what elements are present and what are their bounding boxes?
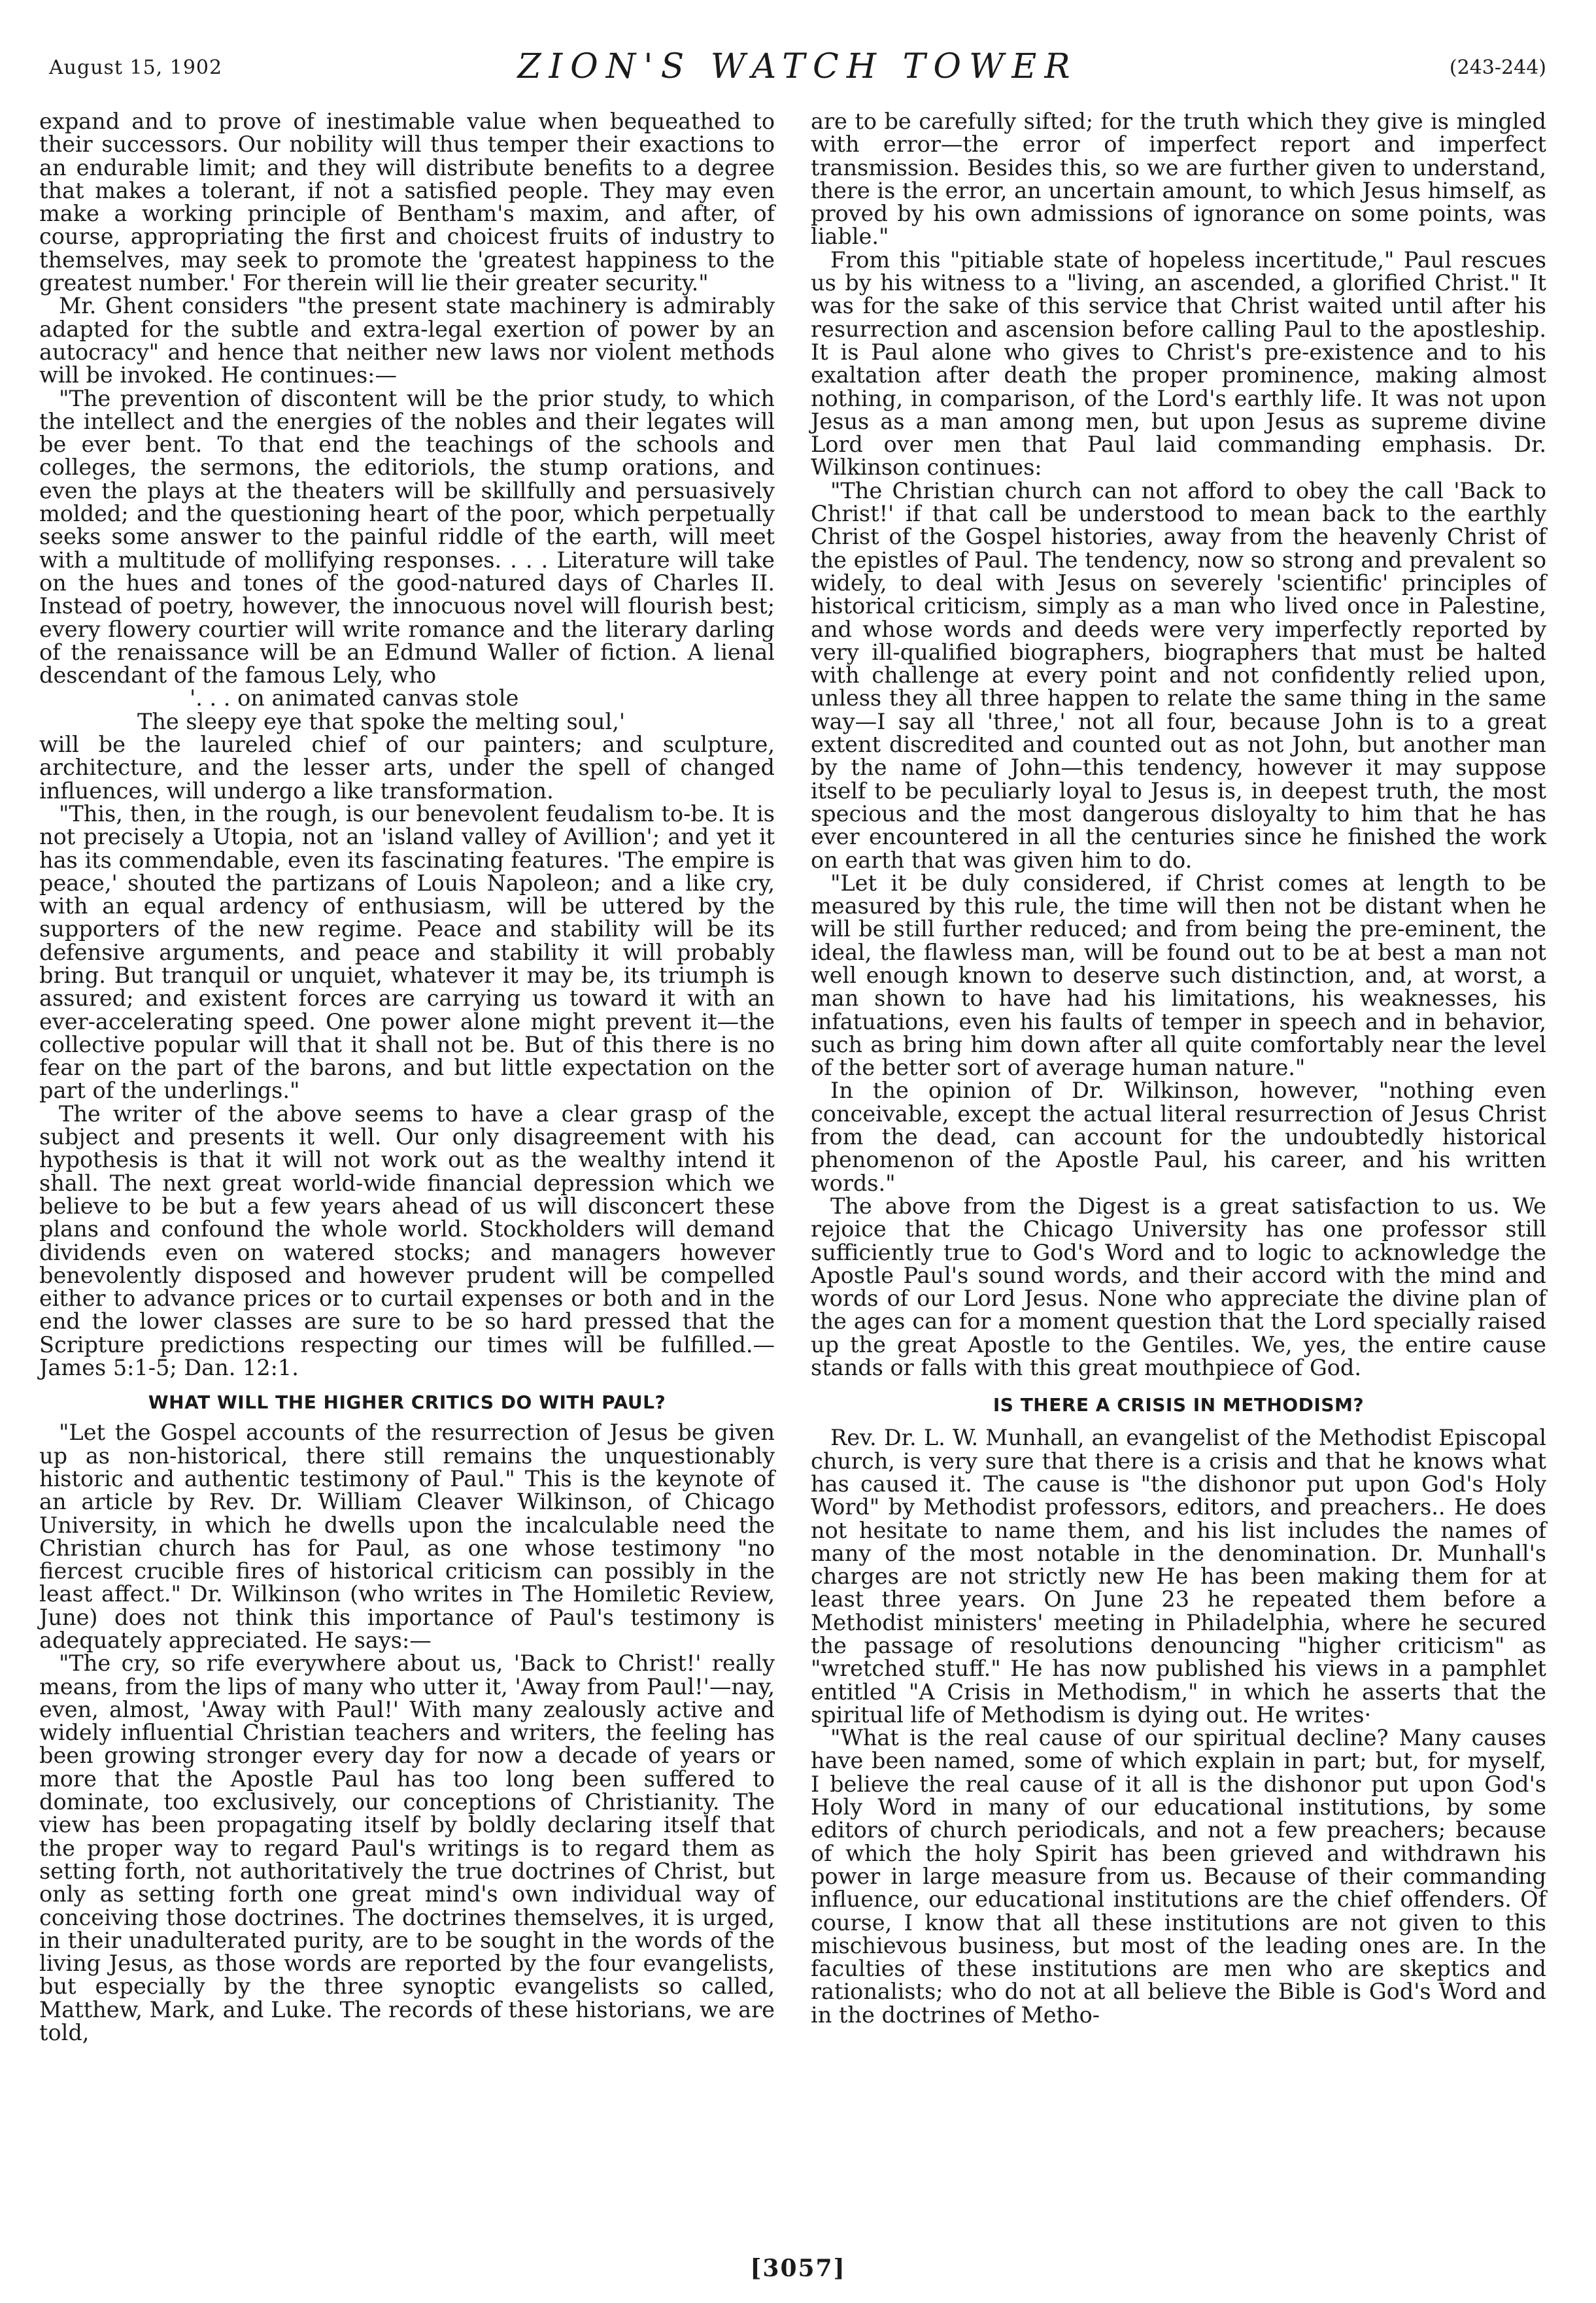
page-range: (243-244) [1449,56,1546,79]
paragraph: The writer of the above seems to have a clear grasp of the subject and presents it well. Our only disagreement with his hypothesis is that it will not work out as the wealthy intend it shall. The next great world-wide financial depression which we believe to be but a few years ahead of us will disconcert these plans and confound the whole world. Stockholders will demand dividends even on watered stocks; and managers however benevolently disposed and however prudent will be compelled either to advance prices or to curtail expenses or both and in the end the lower classes are sure to be so hard pressed that the Scripture predictions respecting our times will be fulfilled.—James 5:1-5; Dan. 12:1. [39,1100,775,1381]
page-number: [3057] [750,2255,846,2282]
paragraph: The above from the Digest is a great satisfaction to us. We rejoice that the Chicago University has one professor still sufficiently true to God's Word and to logic to acknowledge the Apostle Paul's sound words, and their accord with the mind and words of our Lord Jesus. None who appreciate the divine plan of the ages can for a moment question that the Lord specially raised up the great Apostle to the Gentiles. We, yes, the entire cause stands or falls with this great mouthpiece of God. [811,1193,1546,1381]
paragraph: From this "pitiable state of hopeless incertitude," Paul rescues us by his witness to a "living, an ascended, a glorified Christ." It was for the sake of this service that Christ waited until after his resurrection and ascension before calling Paul to the apostleship. It is Paul alone who gives to Christ's pre-existence and to his exaltation after death the proper prominence, making almost nothing, in comparison, of the Lord's earthly life. It was not upon Jesus as a man among men, but upon Jesus as supreme divine Lord over men that Paul laid commanding emphasis. Dr. Wilkinson continues: [811,247,1546,481]
left-column [39,110,775,2044]
poem-quote [39,687,775,733]
paragraph: In the opinion of Dr. Wilkinson, however, "nothing even conceivable, except the actual literal resurrection of Jesus Christ from the dead, can account for the undoubtedly historical phenomenon of the Apostle Paul, his career, and his written words." [811,1078,1546,1196]
paragraph: "What is the real cause of our spiritual decline? Many causes have been named, some of which explain in part; but, for myself, I believe the real cause of it all is the dishonor put upon God's Holy Word in many of our educational institutions, by some editors of church periodicals, and not a few preachers; because of which the holy Spirit has been grieved and withdrawn his power in large measure from us. Because of their commanding influence, our educational institutions are the chief offenders. Of course, I know that all these institutions are not given to this mischievous business, but most of the leading ones are. In the faculties of these institutions are men who are skeptics and rationalists; who do not at all believe the Bible is God's Word and in the doctrines of Metho- [811,1725,1546,2028]
paragraph: "Let it be duly considered, if Christ comes at length to be measured by this rule, the time will then not be distant when he will be still further reduced; and from being the pre-eminent, the ideal, the flawless man, will be found out to be at best a man not well enough known to deserve such distinction, and, at worst, a man shown to have had his limitations, his weaknesses, his infatuations, even his faults of temper in speech and in behavior, such as bring him down after all quite comfortably near the level of the better sort of average human nature." [811,870,1546,1081]
paragraph: "The prevention of discontent will be the prior study, to which the intellect and the energies of the nobles and their legates will be ever bent. To that end the teachings of the schools and colleges, the sermons, the editoriols, the stump orations, and even the plays at the theaters will be skillfully and persuasively molded; and the questioning heart of the poor, which perpetually seeks some answer to the painful riddle of the earth, will meet with a multitude of mollifying responses. . . . Literature will take on the hues and tones of the good-natured days of Charles II. Instead of poetry, however, the innocuous novel will flourish best; every flowery courtier will write romance and the literary darling of the renaissance will be an Edmund Waller of fiction. A lienal descendant of the famous Lely, who [39,385,775,689]
publication-title: ZION'S WATCH TOWER [517,47,1078,86]
paragraph: "The cry, so rife everywhere about us, 'Back to Christ!' really means, from the lips of many who utter it, 'Away from Paul!'—nay, even, almost, 'Away with Paul!' With many zealously active and widely influential Christian teachers and writers, the feeling has been growing stronger every day for now a decade of years or more that the Apostle Paul has too long been suffered to dominate, too exclusively, our conceptions of Christianity. The view has been propagating itself by boldly declaring itself that the proper way to regard Paul's writings is to regard them as setting forth, not authoritatively the true doctrines of Christ, but only as setting forth one great mind's own individual way of conceiving those doctrines. The doctrines themselves, it is urged, in their unadulterated purity, are to be sought in the words of the living Jesus, as those words are reported by the four evangelists, but especially by the three synoptic evangelists so called, Matthew, Mark, and Luke. The records of these historians, we are told, [39,1650,775,2046]
paragraph: "The Christian church can not afford to obey the call 'Back to Christ!' if that call be understood to mean back to the earthly Christ of the Gospel histories, away from the heavenly Christ of the epistles of Paul. The tendency, now so strong and prevalent so widely, to deal with Jesus on severely 'scientific' principles of historical criticism, simply as a man who lived once in Palestine, and whose words and deeds were very imperfectly reported by very ill-qualified biographers, biographers that must be halted with challenge at every point and not confidently relied upon, unless they all three happen to relate the same thing in the same way—I say all 'three,' not all four, because John is to a great extent discredited and counted out as not John, but another man by the name of John—this tendency, however it may suppose itself to be peculiarly loyal to Jesus is, in deepest truth, the most specious and the most dangerous disloyalty to him that he has ever encountered in all the centuries since he finished the work on earth that was given him to do. [811,477,1546,873]
paragraph: Rev. Dr. L. W. Munhall, an evangelist of the Methodist Episcopal church, is very sure that there is a crisis and that he knows what has caused it. The cause is "the dishonor put upon God's Holy Word" by Methodist professors, editors, and preachers.. He does not hesitate to name them, and his list includes the names of many of the most notable in the denomination. Dr. Munhall's charges are not strictly new He has been making them for at least three years. On June 23 he repeated them before a Methodist ministers' meeting in Philadelphia, where he secured the passage of resolutions denouncing "higher criticism" as "wretched stuff." He has now published his views in a pamphlet entitled "A Crisis in Methodism," in which he asserts that the spiritual life of Methodism is dying out. He writes· [811,1425,1546,1728]
section-heading: IS THERE A CRISIS IN METHODISM? [993,1394,1365,1416]
page-header [49,47,1546,86]
poem-line: The sleepy eye that spoke the melting soul,' [137,708,626,734]
section-heading: WHAT WILL THE HIGHER CRITICS DO WITH PAUL? [148,1391,666,1414]
paragraph: "Let the Gospel accounts of the resurrection of Jesus be given up as non-historical, there still remains the unquestionably historic and authentic testimony of Paul." This is the keynote of an article by Rev. Dr. William Cleaver Wilkinson, of Chicago University, in which he dwells upon the incalculable need the Christian church has for Paul, as one whose testimony "no fiercest crucible fires of historical criticism can possibly in the least affect." Dr. Wilkinson (who writes in The Homiletic Review, June) does not think this importance of Paul's testimony is adequately appreciated. He says:— [39,1420,775,1653]
poem-line: '. . . on animated canvas stole [190,685,519,711]
paragraph: are to be carefully sifted; for the truth which they give is mingled with error—the error of imperfect report and imperfect transmission. Besides this, so we are further given to understand, there is the error, an uncertain amount, to which Jesus himself, as proved by his own admissions of ignorance on some points, was liable." [811,109,1546,250]
paragraph: expand and to prove of inestimable value when bequeathed to their successors. Our nobility will thus temper their exactions to an endurable limit; and they will distribute benefits to a degree that makes a tolerant, if not a satisfied people. They may even make a working principle of Bentham's maxim, and after, of course, appropriating the first and choicest fruits of industry to themselves, may seek to promote the 'greatest happiness to the greatest number.' For therein will lie their greater security." [39,109,775,296]
paragraph: "This, then, in the rough, is our benevolent feudalism to-be. It is not precisely a Utopia, not an 'island valley of Avillion'; and yet it has its commendable, even its fascinating features. 'The empire is peace,' shouted the partizans of Louis Napoleon; and a like cry, with an equal ardency of enthusiasm, will be uttered by the supporters of the new regime. Peace and stability will be its defensive arguments, and peace and stability it will probably bring. But tranquil or unquiet, whatever it may be, its triumph is assured; and existent forces are carrying us toward it with an ever-accelerating speed. One power alone might prevent it—the collective popular will that it shall not be. But of this there is no fear on the part of the barons, and but little expectation on the part of the underlings." [39,800,775,1104]
right-column [811,110,1546,2026]
issue-date: August 15, 1902 [49,56,223,79]
paragraph: Mr. Ghent considers "the present state machinery is admirably adapted for the subtle and extra-legal exertion of power by an autocracy" and hence that neither new laws nor violent methods will be invoked. He continues:— [39,293,775,388]
paragraph: will be the laureled chief of our painters; and sculpture, architecture, and the lesser arts, under the spell of changed influences, will undergo a like transformation. [39,732,775,804]
